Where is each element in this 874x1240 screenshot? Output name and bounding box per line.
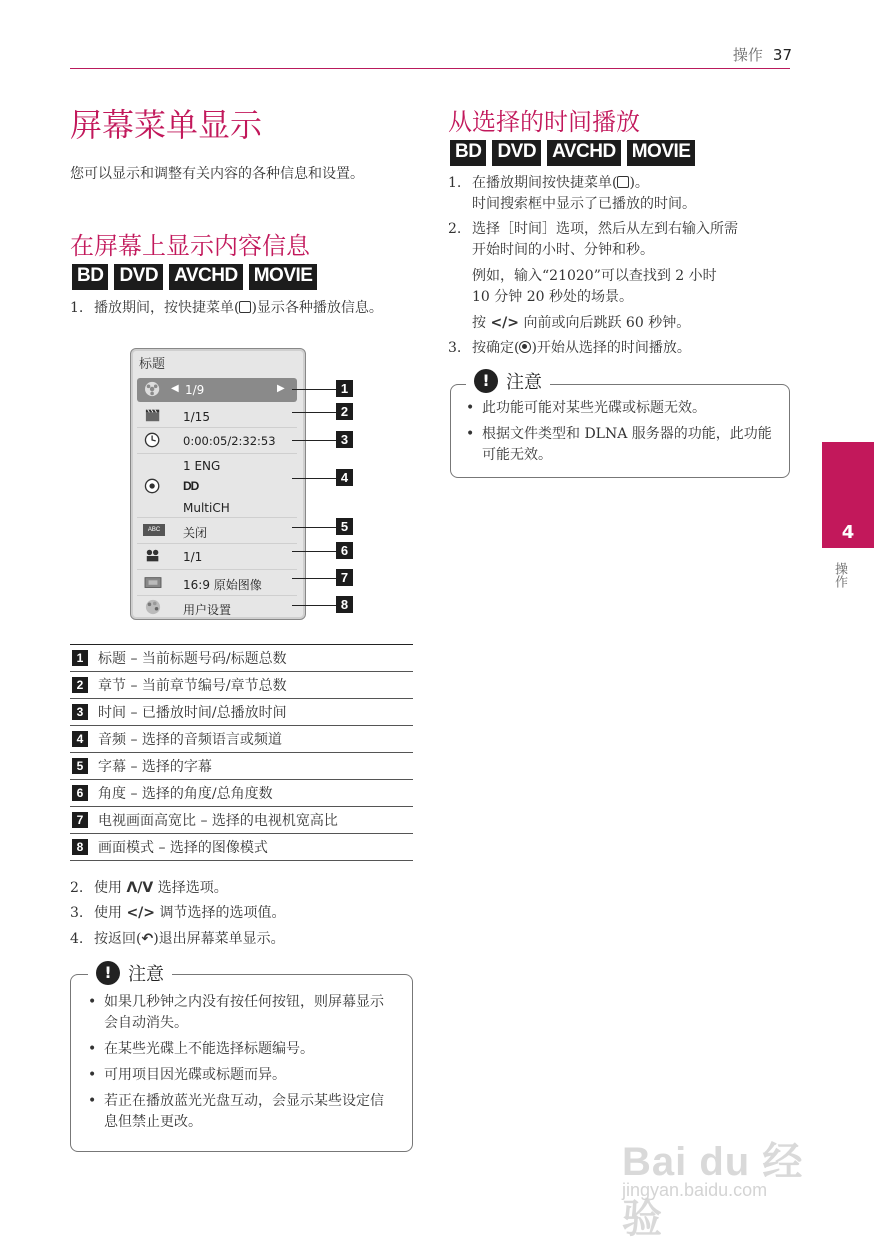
- badge-movie: MOVIE: [627, 140, 696, 166]
- osd-row-angle[interactable]: 1/1: [137, 544, 297, 570]
- warning-icon: !: [474, 369, 498, 393]
- speaker-icon: [143, 478, 163, 494]
- note-item: • 如果几秒钟之内没有按任何按钮，则屏幕显示会自动消失。: [86, 992, 396, 1034]
- osd-row-audio[interactable]: 1 ENG DD MultiCH: [137, 454, 297, 518]
- callout-line: [292, 478, 336, 479]
- step-3: 3. 使用 </> 调节选择的选项值。: [70, 905, 286, 921]
- note-header: ! 注意: [88, 960, 172, 986]
- callout-4: 4: [336, 469, 353, 486]
- osd-menu: [130, 348, 306, 620]
- legend-row: 8 画面模式 – 选择的图像模式: [70, 834, 413, 861]
- camera-icon: [143, 548, 163, 564]
- callout-line: [292, 389, 336, 390]
- disc-icon: [143, 381, 163, 397]
- note-item: • 在某些光碟上不能选择标题编号。: [86, 1039, 396, 1060]
- warning-icon: !: [96, 961, 120, 985]
- badge-dvd: DVD: [492, 140, 541, 166]
- osd-row-chapter[interactable]: 1/15: [137, 404, 297, 428]
- legend-row: 1 标题 – 当前标题号码/标题总数: [70, 645, 413, 672]
- callout-line: [292, 527, 336, 528]
- chapter-label: 操作: [832, 562, 847, 588]
- watermark: [622, 1120, 822, 1240]
- clapper-icon: [143, 407, 163, 423]
- badge-avchd: AVCHD: [169, 264, 243, 290]
- legend-row: 6 角度 – 选择的角度/总角度数: [70, 780, 413, 807]
- intro-text: 您可以显示和调整有关内容的各种信息和设置。: [70, 166, 364, 182]
- step-4: 4. 按返回(↶)退出屏幕菜单显示。: [70, 931, 285, 947]
- note-item: • 根据文件类型和 DLNA 服务器的功能，此功能可能无效。: [464, 424, 774, 466]
- tv-icon: [143, 575, 163, 591]
- callout-3: 3: [336, 431, 353, 448]
- running-header: [733, 44, 792, 65]
- osd-row-tv-aspect[interactable]: 16:9 原始图像: [137, 570, 297, 596]
- right-arrow-icon: ▶: [277, 383, 285, 394]
- step-2: 2. 使用 Λ/V 选择选项。: [70, 880, 228, 896]
- subsection-title: 在屏幕上显示内容信息: [70, 232, 310, 260]
- badge-bd: BD: [72, 264, 108, 290]
- header-rule: [70, 68, 790, 69]
- watermark-logo: Bai du 经验: [622, 1140, 804, 1240]
- legend-row: 5 字幕 – 选择的字幕: [70, 753, 413, 780]
- callout-line: [292, 578, 336, 579]
- badge-movie: MOVIE: [249, 264, 318, 290]
- watermark-url: jingyan.baidu.com: [622, 1180, 768, 1200]
- note-item: • 此功能可能对某些光碟或标题无效。: [464, 398, 774, 419]
- callout-line: [292, 551, 336, 552]
- legend-row: 7 电视画面高宽比 – 选择的电视机宽高比: [70, 807, 413, 834]
- legend-row: 4 音频 – 选择的音频语言或频道: [70, 726, 413, 753]
- badge-dvd: DVD: [114, 264, 163, 290]
- osd-row-time[interactable]: 0:00:05/2:32:53: [137, 428, 297, 454]
- osd-row-subtitle[interactable]: ABC 关闭: [137, 518, 297, 544]
- section-title: 屏幕菜单显示: [70, 106, 263, 144]
- up-down-keys: Λ/V: [126, 880, 154, 896]
- callout-2: 2: [336, 403, 353, 420]
- palette-icon: [143, 599, 163, 615]
- callout-5: 5: [336, 518, 353, 535]
- callout-line: [292, 605, 336, 606]
- right-note-header: ! 注意: [466, 368, 550, 394]
- note-list: [86, 992, 396, 1138]
- dolby-icon: DD: [183, 479, 199, 493]
- left-right-keys: </>: [490, 315, 520, 331]
- legend-row: 2 章节 – 当前章节编号/章节总数: [70, 672, 413, 699]
- right-note-list: [464, 398, 774, 471]
- right-disc-badges: [450, 140, 695, 166]
- callout-8: 8: [336, 596, 353, 613]
- clock-icon: [143, 432, 163, 448]
- right-step-2: 2. 选择［时间］选项，然后从左到右输入所需 开始时间的小时、分钟和秒。 例如，输入“21020”可以查找到 2 小时 10 分钟 20 秒处的场景。 按 </> 向前或向后跳跃 60 秒钟。: [448, 221, 738, 331]
- callout-line: [292, 412, 336, 413]
- right-section-title: 从选择的时间播放: [448, 108, 640, 136]
- legend-row: 3 时间 – 已播放时间/总播放时间: [70, 699, 413, 726]
- enter-icon: [519, 341, 531, 353]
- abc-icon: ABC: [143, 524, 165, 536]
- left-right-keys: </>: [126, 905, 156, 921]
- left-arrow-icon: ◀: [171, 383, 179, 394]
- chapter-tab: 4: [822, 442, 874, 548]
- return-icon: ↶: [141, 931, 154, 947]
- page-number: 37: [772, 46, 792, 64]
- osd-row-title[interactable]: ◀ 1/9 ▶: [137, 378, 297, 402]
- osd-title: 标题: [139, 357, 166, 372]
- callout-1: 1: [336, 380, 353, 397]
- callout-7: 7: [336, 569, 353, 586]
- disc-badges: [72, 264, 317, 290]
- callout-line: [292, 440, 336, 441]
- note-item: • 可用项目因光碟或标题而异。: [86, 1065, 396, 1086]
- legend-table: [70, 644, 413, 861]
- callout-6: 6: [336, 542, 353, 559]
- step-1: 1. 播放期间，按快捷菜单( )显示各种播放信息。: [70, 300, 383, 316]
- header-section: 操作: [732, 46, 763, 64]
- note-item: • 若正在播放蓝光光盘互动，会显示某些设定信息但禁止更改。: [86, 1091, 396, 1133]
- quick-menu-icon: [239, 301, 251, 313]
- osd-row-picture-mode[interactable]: 用户设置: [137, 596, 297, 620]
- badge-bd: BD: [450, 140, 486, 166]
- badge-avchd: AVCHD: [547, 140, 621, 166]
- quick-menu-icon: [617, 176, 629, 188]
- right-step-3: 3. 按确定( )开始从选择的时间播放。: [448, 340, 691, 356]
- right-step-1: 1. 在播放期间按快捷菜单( )。 时间搜索框中显示了已播放的时间。: [448, 175, 696, 212]
